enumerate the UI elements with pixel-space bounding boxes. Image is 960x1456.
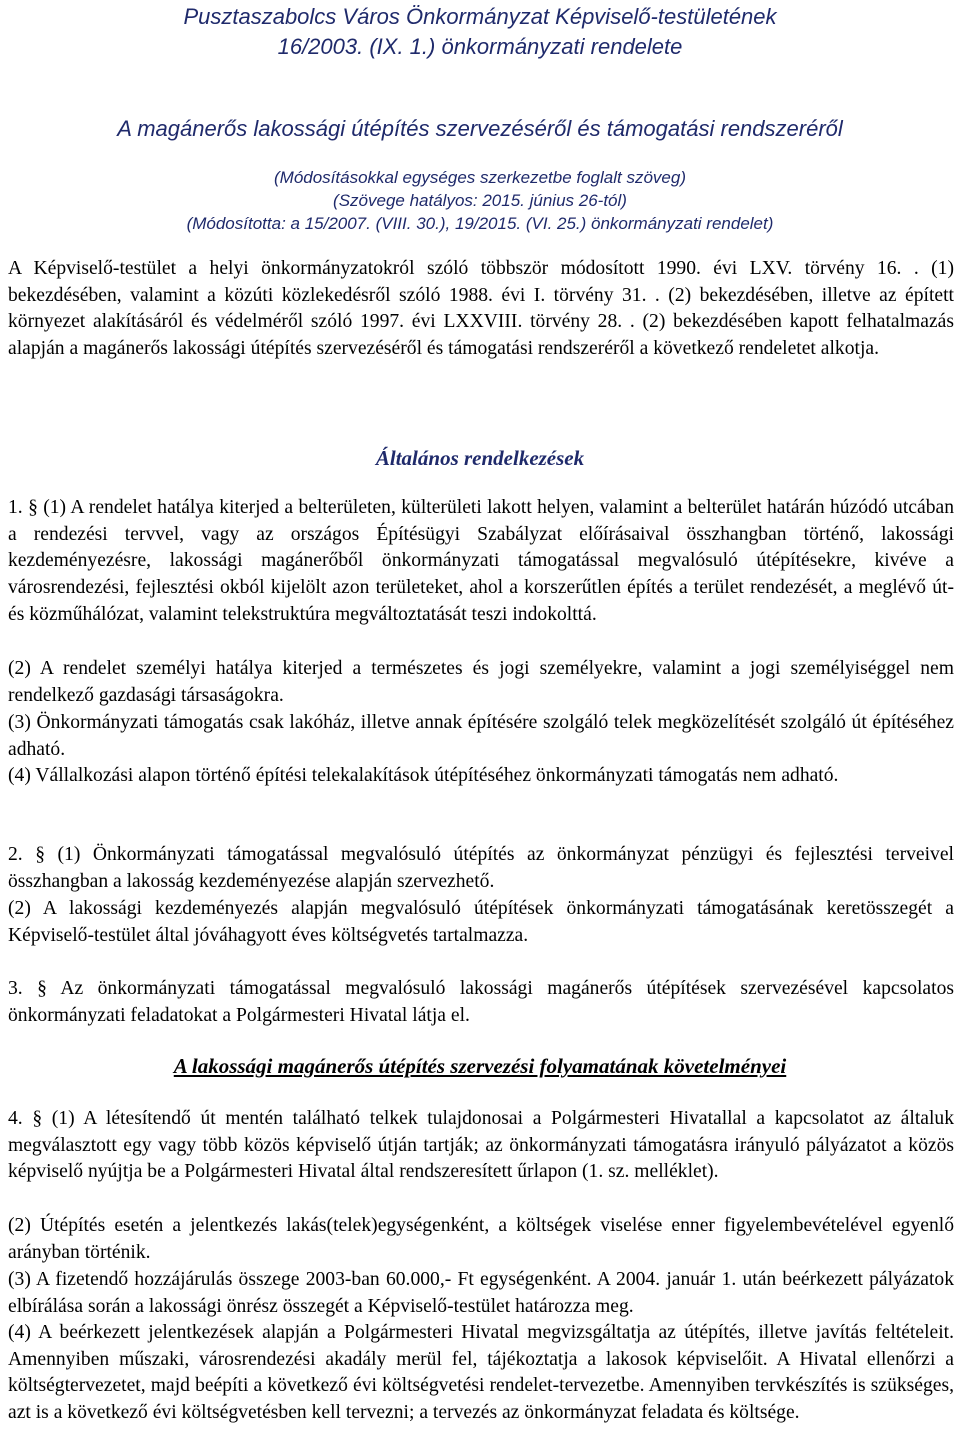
effective-date-note: (Szövege hatályos: 2015. június 26-tól) bbox=[333, 191, 627, 210]
section-2-paragraph-1: 2. § (1) Önkormányzati támogatással megvalósuló útépítés az önkormányzat pénzügyi és fejlesztési terveivel összhangban a lakosság kezdeményezése alapján szervezhető. bbox=[8, 844, 954, 892]
section-title-requirements: A lakossági magánerős útépítés szervezési folyamatának követelményei bbox=[173, 1054, 787, 1078]
section-4-paragraph-4: (4) A beérkezett jelentkezések alapján a Polgármesteri Hivatal megvizsgáltatja az útépítés, illetve javítás feltételeit. Amennyiben műszaki, városrendezési akadály merül fel, tájékoztatja a lakosok képviselőit. A Hivatal ellenőrzi a költségtervezetet, majd beépíti a következő évi költségvetési rendelet-tervezetbe. Amennyiben tervkészítés is szükséges, azt is a következő évi költségvetésben kell tervezni; a tervezés az önkormányzat feladata és költsége. bbox=[8, 1322, 954, 1424]
section-title-general: Általános rendelkezések bbox=[375, 446, 585, 470]
section-1-paragraph-1: 1. § (1) A rendelet hatálya kiterjed a belterületen, külterületi lakott helyen, valamint a belterület határán húzódó utcában a rendezési tervvel, vagy az országos Építésügyi Szabályzat előírásaival összhangban történő, lakossági kezdeményezésre, lakossági magánerőből önkormányzati támogatással megvalósuló útépítésekre, kivéve a városrendezési, fejlesztési okból kijelölt azon területeket, ahol a korszerűtlen építés a terület rendezését, a meglévő út- és közműhálózat, valamint telekstruktúra megváltoztatását teszi indokolttá. bbox=[8, 497, 954, 625]
section-1-paragraph-2: (2) A rendelet személyi hatálya kiterjed a természetes és jogi személyekre, valamint a jogi személyiséggel nem rendelkező gazdasági társaságokra. bbox=[8, 658, 954, 706]
section-4-paragraph-1: 4. § (1) A létesítendő út mentén található telkek tulajdonosai a Polgármesteri Hivatallal a kapcsolatot az általuk megválasztott egy vagy több közös képviselő útján tartják; az önkormányzati támogatásra irányuló pályázatot a közös képviselő nyújtja be a Polgármesteri Hivatal által rendszeresített űrlapon (1. sz. melléklet). bbox=[8, 1108, 954, 1183]
document-title-line2: 16/2003. (IX. 1.) önkormányzati rendelete bbox=[277, 34, 683, 59]
section-1-paragraph-3: (3) Önkormányzati támogatás csak lakóház, illetve annak építésére szolgáló telek megközelítését szolgáló út építéséhez adható. bbox=[8, 712, 954, 760]
section-4-paragraph-3: (3) A fizetendő hozzájárulás összege 2003-ban 60.000,- Ft egységenként. A 2004. január 1. után beérkezett pályázatok elbírálása során a lakossági önrész összegét a Képviselő-testület határozza meg. bbox=[8, 1269, 954, 1317]
document-title-line1: Pusztaszabolcs Város Önkormányzat Képviselő-testületének bbox=[183, 4, 777, 29]
document-subtitle: A magánerős lakossági útépítés szervezéséről és támogatási rendszeréről bbox=[117, 116, 843, 141]
amended-by-note: (Módosította: a 15/2007. (VIII. 30.), 19/2015. (VI. 25.) önkormányzati rendelet) bbox=[186, 214, 774, 233]
preamble-paragraph: A Képviselő-testület a helyi önkormányzatokról szóló többször módosított 1990. évi LXV. törvény 16. . (1) bekezdésében, valamint a közúti közlekedésről szóló 1988. évi I. törvény 31. . (2) bekezdésében, illetve az épített környezet alakításáról és védelméről szóló 1997. évi LXXVIII. törvény 28. . (2) bekezdésében kapott felhatalmazás alapján a magánerős lakossági útépítés szervezéséről és támogatási rendszeréről a következő rendeletet alkotja. bbox=[8, 258, 954, 360]
section-1-paragraph-4: (4) Vállalkozási alapon történő építési telekalakítások útépítéséhez önkormányzati támogatás nem adható. bbox=[8, 765, 839, 786]
section-2-paragraph-2: (2) A lakossági kezdeményezés alapján megvalósuló útépítések önkormányzati támogatásának keretösszegét a Képviselő-testület által jóváhagyott éves költségvetés tartalmazza. bbox=[8, 898, 954, 946]
section-4-paragraph-2: (2) Útépítés esetén a jelentkezés lakás(telek)egységenként, a költségek viselése enner figyelembevételével egyenlő arányban történik. bbox=[8, 1215, 954, 1263]
amendment-note: (Módosításokkal egységes szerkezetbe foglalt szöveg) bbox=[274, 168, 686, 187]
section-3-paragraph: 3. § Az önkormányzati támogatással megvalósuló lakossági magánerős útépítések szervezésével kapcsolatos önkormányzati feladatokat a Polgármesteri Hivatal látja el. bbox=[8, 978, 954, 1026]
